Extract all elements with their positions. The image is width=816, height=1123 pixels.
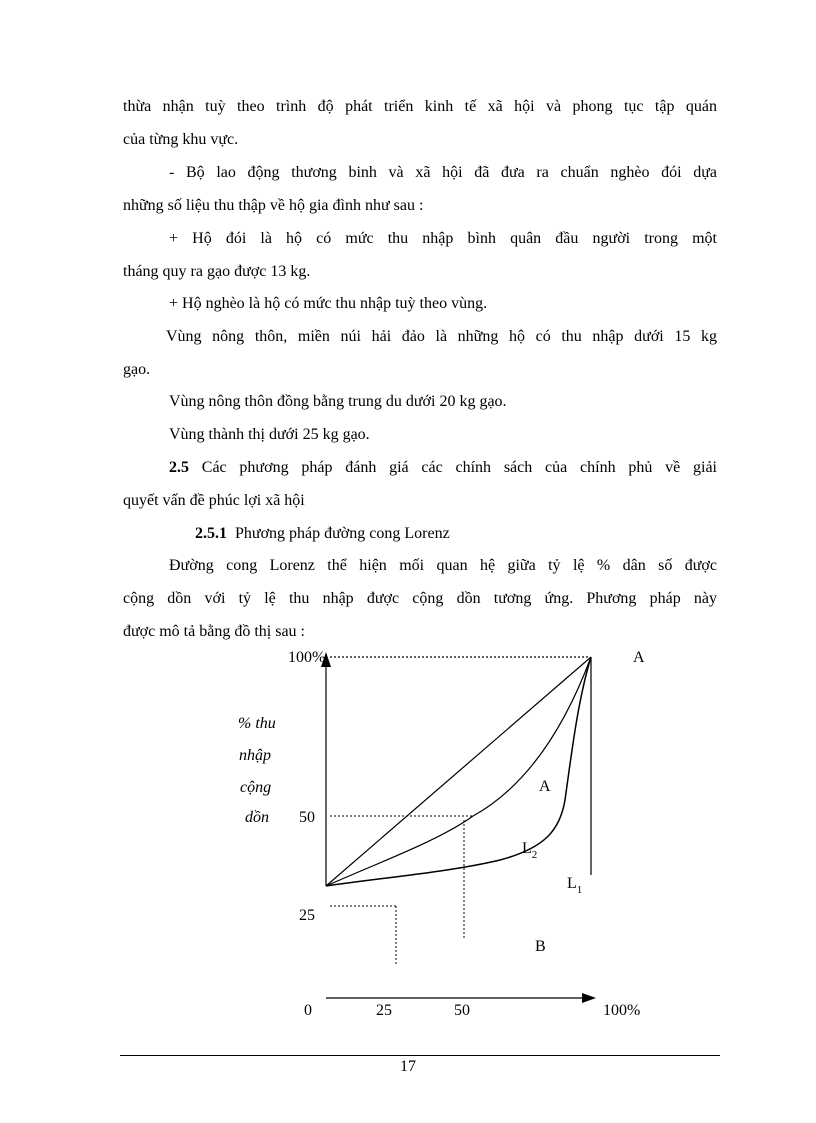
paragraph-8-line-3: được mô tả bằng đồ thị sau :: [123, 623, 305, 640]
y-axis-title-4: dồn: [245, 809, 269, 826]
x-axis-arrow: [582, 993, 596, 1003]
paragraph-1-line-2: của từng khu vực.: [123, 131, 239, 148]
y-top-label: 100%: [288, 649, 326, 666]
curve-l2-subscript: 2: [531, 849, 538, 861]
section-2-5-number: 2.5: [169, 459, 189, 476]
y-tick-50: 50: [299, 809, 315, 826]
paragraph-5-line-2: gạo.: [123, 361, 151, 378]
paragraph-1-line-1: thừa nhận tuỳ theo trình độ phát triển kinh tế xã hội và phong tục tập quán: [123, 98, 717, 115]
paragraph-2-line-2: những số liệu thu thập về hộ gia đình như sau :: [123, 197, 424, 214]
paragraph-3-line-1: + Hộ đói là hộ có mức thu nhập bình quân đầu người trong một: [169, 230, 717, 247]
x-end-label: 100%: [603, 1002, 641, 1019]
section-2-5-title: Các phương pháp đánh giá các chính sách của chính phủ về giải: [201, 459, 717, 476]
paragraph-8-line-2: cộng dồn với tỷ lệ thu nhập được cộng dồn tương ứng. Phương pháp này: [123, 590, 717, 607]
section-2-5-heading-line-2: quyết vấn đề phúc lợi xã hội: [123, 492, 305, 509]
paragraph-6: Vùng nông thôn đồng bằng trung du dưới 20 kg gạo.: [169, 393, 507, 410]
curve-l1-letter: L: [567, 875, 577, 892]
x-tick-50: 50: [454, 1002, 470, 1019]
y-axis-title-2: nhập: [239, 747, 271, 764]
region-label-b: B: [535, 938, 546, 955]
paragraph-4: + Hộ nghèo là hộ có mức thu nhập tuỳ theo vùng.: [169, 295, 488, 312]
paragraph-3-line-2: tháng quy ra gạo được 13 kg.: [123, 263, 311, 280]
y-axis-title-1: % thu: [238, 715, 276, 732]
y-tick-25: 25: [299, 907, 315, 924]
section-2-5-1-number: 2.5.1: [195, 525, 227, 542]
paragraph-5-line-1: Vùng nông thôn, miền núi hải đảo là những hộ có thu nhập dưới 15 kg: [166, 328, 717, 345]
y-axis-title-3: cộng: [240, 779, 272, 796]
curve-l2-letter: L: [522, 840, 532, 857]
paragraph-2-line-1: - Bộ lao động thương binh và xã hội đã đưa ra chuẩn nghèo đói dựa: [169, 164, 717, 181]
equality-line: [326, 657, 591, 886]
page-number: 17: [400, 1058, 416, 1075]
paragraph-7: Vùng thành thị dưới 25 kg gạo.: [169, 426, 370, 443]
paragraph-8-line-1: Đường cong Lorenz thể hiện mối quan hệ giữa tỷ lệ % dân số được: [169, 557, 717, 574]
section-2-5-1-title: Phương pháp đường cong Lorenz: [235, 525, 450, 542]
x-tick-25: 25: [376, 1002, 392, 1019]
corner-label-a: A: [633, 649, 645, 666]
curve-label-l1: [567, 875, 582, 896]
curve-l1-subscript: 1: [576, 884, 583, 896]
region-label-a: A: [539, 778, 551, 795]
x-tick-0: 0: [304, 1002, 312, 1019]
curve-label-l2: [522, 840, 537, 861]
